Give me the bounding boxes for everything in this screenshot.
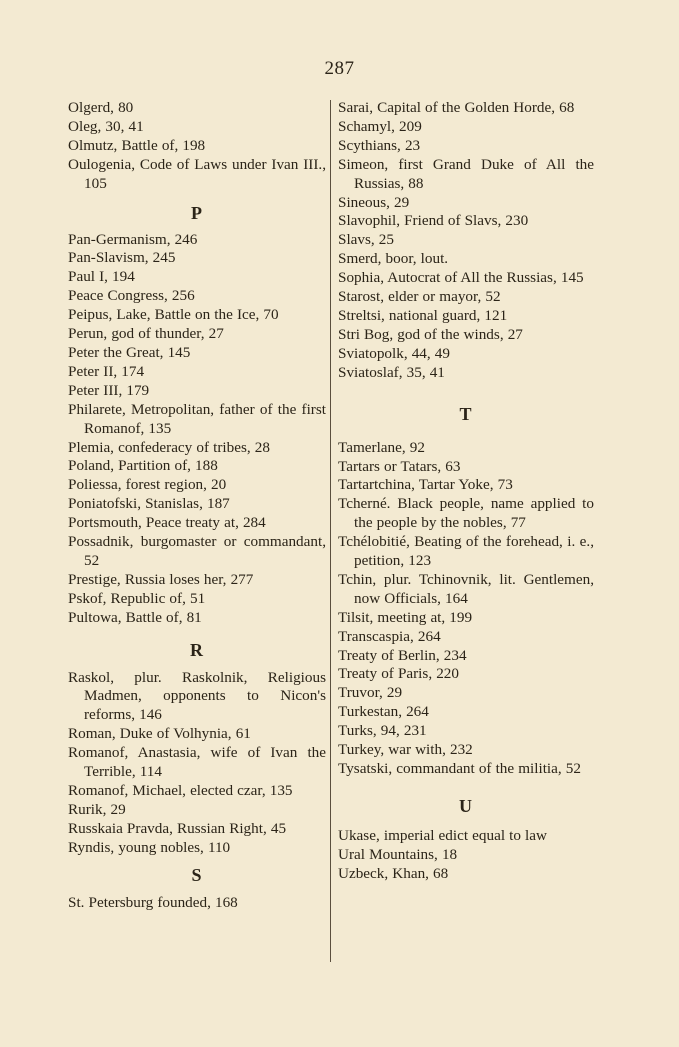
index-entry: Tchélobitié, Beating of the forehead, i. e., petition, 123 bbox=[338, 533, 594, 570]
index-entry: Pan-Germanism, 246 bbox=[68, 230, 198, 248]
index-entry: Uzbeck, Khan, 68 bbox=[338, 864, 449, 882]
index-entry: Slavophil, Friend of Slavs, 230 bbox=[338, 212, 529, 230]
index-entry: Slavs, 25 bbox=[338, 231, 394, 249]
section-heading-t: T bbox=[459, 403, 473, 424]
index-entry: Plemia, confederacy of tribes, 28 bbox=[68, 438, 270, 456]
index-entry: Russkaia Pravda, Russian Right, 45 bbox=[68, 819, 287, 837]
index-entry: Truvor, 29 bbox=[338, 684, 403, 702]
section-heading-s: S bbox=[191, 864, 203, 885]
index-entry: Treaty of Paris, 220 bbox=[338, 665, 459, 683]
index-entry: Sviatopolk, 44, 49 bbox=[338, 344, 450, 362]
page-number: 287 bbox=[324, 58, 355, 79]
index-entry: Philarete, Metropolitan, father of the first Romanof, 135 bbox=[68, 400, 326, 437]
column-divider bbox=[330, 100, 331, 962]
index-entry: Pan-Slavism, 245 bbox=[68, 249, 176, 267]
index-entry: Rurik, 29 bbox=[68, 800, 126, 818]
index-entry: Ukase, imperial edict equal to law bbox=[338, 826, 547, 844]
index-entry: Streltsi, national guard, 121 bbox=[338, 306, 508, 324]
right-column bbox=[338, 99, 594, 884]
entry-group-r bbox=[68, 669, 326, 858]
index-entry: Paul I, 194 bbox=[68, 268, 135, 286]
index-entry: Starost, elder or mayor, 52 bbox=[338, 288, 501, 306]
index-entry: Sarai, Capital of the Golden Horde, 68 bbox=[338, 99, 575, 116]
index-entry: Olgerd, 80 bbox=[68, 99, 134, 116]
index-entry: Olmutz, Battle of, 198 bbox=[68, 136, 206, 154]
index-entry: Treaty of Berlin, 234 bbox=[338, 646, 467, 664]
entry-group-p bbox=[68, 231, 326, 628]
index-entry: Ryndis, young nobles, 110 bbox=[68, 838, 231, 856]
index-entry: Peter III, 179 bbox=[68, 381, 150, 399]
index-entry: Poliessa, forest region, 20 bbox=[68, 476, 227, 494]
index-entry: St. Petersburg founded, 168 bbox=[68, 893, 238, 911]
index-entry: Turkey, war with, 232 bbox=[338, 741, 473, 759]
section-heading-r: R bbox=[190, 639, 204, 660]
index-entry: Roman, Duke of Volhynia, 61 bbox=[68, 725, 251, 743]
left-column bbox=[68, 99, 326, 913]
index-entry: Peipus, Lake, Battle on the Ice, 70 bbox=[68, 306, 279, 324]
index-entry: Pskof, Republic of, 51 bbox=[68, 589, 206, 607]
index-entry: Tilsit, meeting at, 199 bbox=[338, 608, 473, 626]
index-entry: Tartars or Tatars, 63 bbox=[338, 457, 461, 475]
index-entry: Turkestan, 264 bbox=[338, 703, 429, 721]
index-entry: Transcaspia, 264 bbox=[338, 627, 441, 645]
entry-group-o bbox=[68, 99, 326, 194]
index-entry: Poniatofski, Stanislas, 187 bbox=[68, 495, 230, 513]
index-entry: Tamerlane, 92 bbox=[338, 438, 425, 456]
index-entry: Sviatoslaf, 35, 41 bbox=[338, 363, 445, 381]
index-entry: Stri Bog, god of the winds, 27 bbox=[338, 325, 523, 343]
entry-group-s-right bbox=[338, 99, 594, 383]
index-entry: Romanof, Anastasia, wife of Ivan the Terrible, 114 bbox=[68, 744, 326, 781]
section-heading-u: U bbox=[459, 795, 473, 816]
index-entry: Ural Mountains, 18 bbox=[338, 845, 458, 863]
entry-group-u bbox=[338, 827, 594, 884]
index-entry: Prestige, Russia loses her, 277 bbox=[68, 570, 254, 588]
index-entry: Oleg, 30, 41 bbox=[68, 117, 144, 135]
index-entry: Poland, Partition of, 188 bbox=[68, 457, 218, 475]
index-entry: Peter the Great, 145 bbox=[68, 343, 191, 361]
index-entry: Turks, 94, 231 bbox=[338, 722, 427, 740]
index-entry: Tartartchina, Tartar Yoke, 73 bbox=[338, 476, 513, 494]
entry-group-s-left bbox=[68, 894, 326, 913]
index-entry: Sophia, Autocrat of All the Russias, 145 bbox=[338, 269, 584, 287]
index-entry: Simeon, first Grand Duke of All the Russias, 88 bbox=[338, 155, 594, 192]
entry-group-t bbox=[338, 439, 594, 779]
index-entry: Peace Congress, 256 bbox=[68, 287, 195, 305]
index-entry: Oulogenia, Code of Laws under Ivan III., 105 bbox=[68, 155, 326, 192]
index-entry: Romanof, Michael, elected czar, 135 bbox=[68, 782, 293, 799]
index-entry: Possadnik, burgomaster or commandant, 52 bbox=[68, 533, 326, 569]
index-entry: Sineous, 29 bbox=[338, 193, 410, 211]
index-entry: Tcherné. Black people, name applied to the people by the nobles, 77 bbox=[338, 495, 594, 532]
index-entry: Raskol, plur. Raskolnik, Religious Madmen, opponents to Nicon's reforms, 146 bbox=[68, 668, 326, 724]
index-entry: Pultowa, Battle of, 81 bbox=[68, 608, 202, 626]
index-entry: Peter II, 174 bbox=[68, 362, 145, 380]
index-entry: Smerd, boor, lout. bbox=[338, 250, 449, 268]
index-entry: Tysatski, commandant of the militia, 52 bbox=[338, 760, 581, 777]
index-entry: Schamyl, 209 bbox=[338, 117, 422, 135]
section-heading-p: P bbox=[191, 202, 203, 223]
index-entry: Perun, god of thunder, 27 bbox=[68, 325, 224, 343]
index-entry: Portsmouth, Peace treaty at, 284 bbox=[68, 514, 266, 532]
index-entry: Tchin, plur. Tchinovnik, lit. Gentlemen, now Officials, 164 bbox=[338, 570, 594, 607]
index-entry: Scythians, 23 bbox=[338, 136, 421, 154]
